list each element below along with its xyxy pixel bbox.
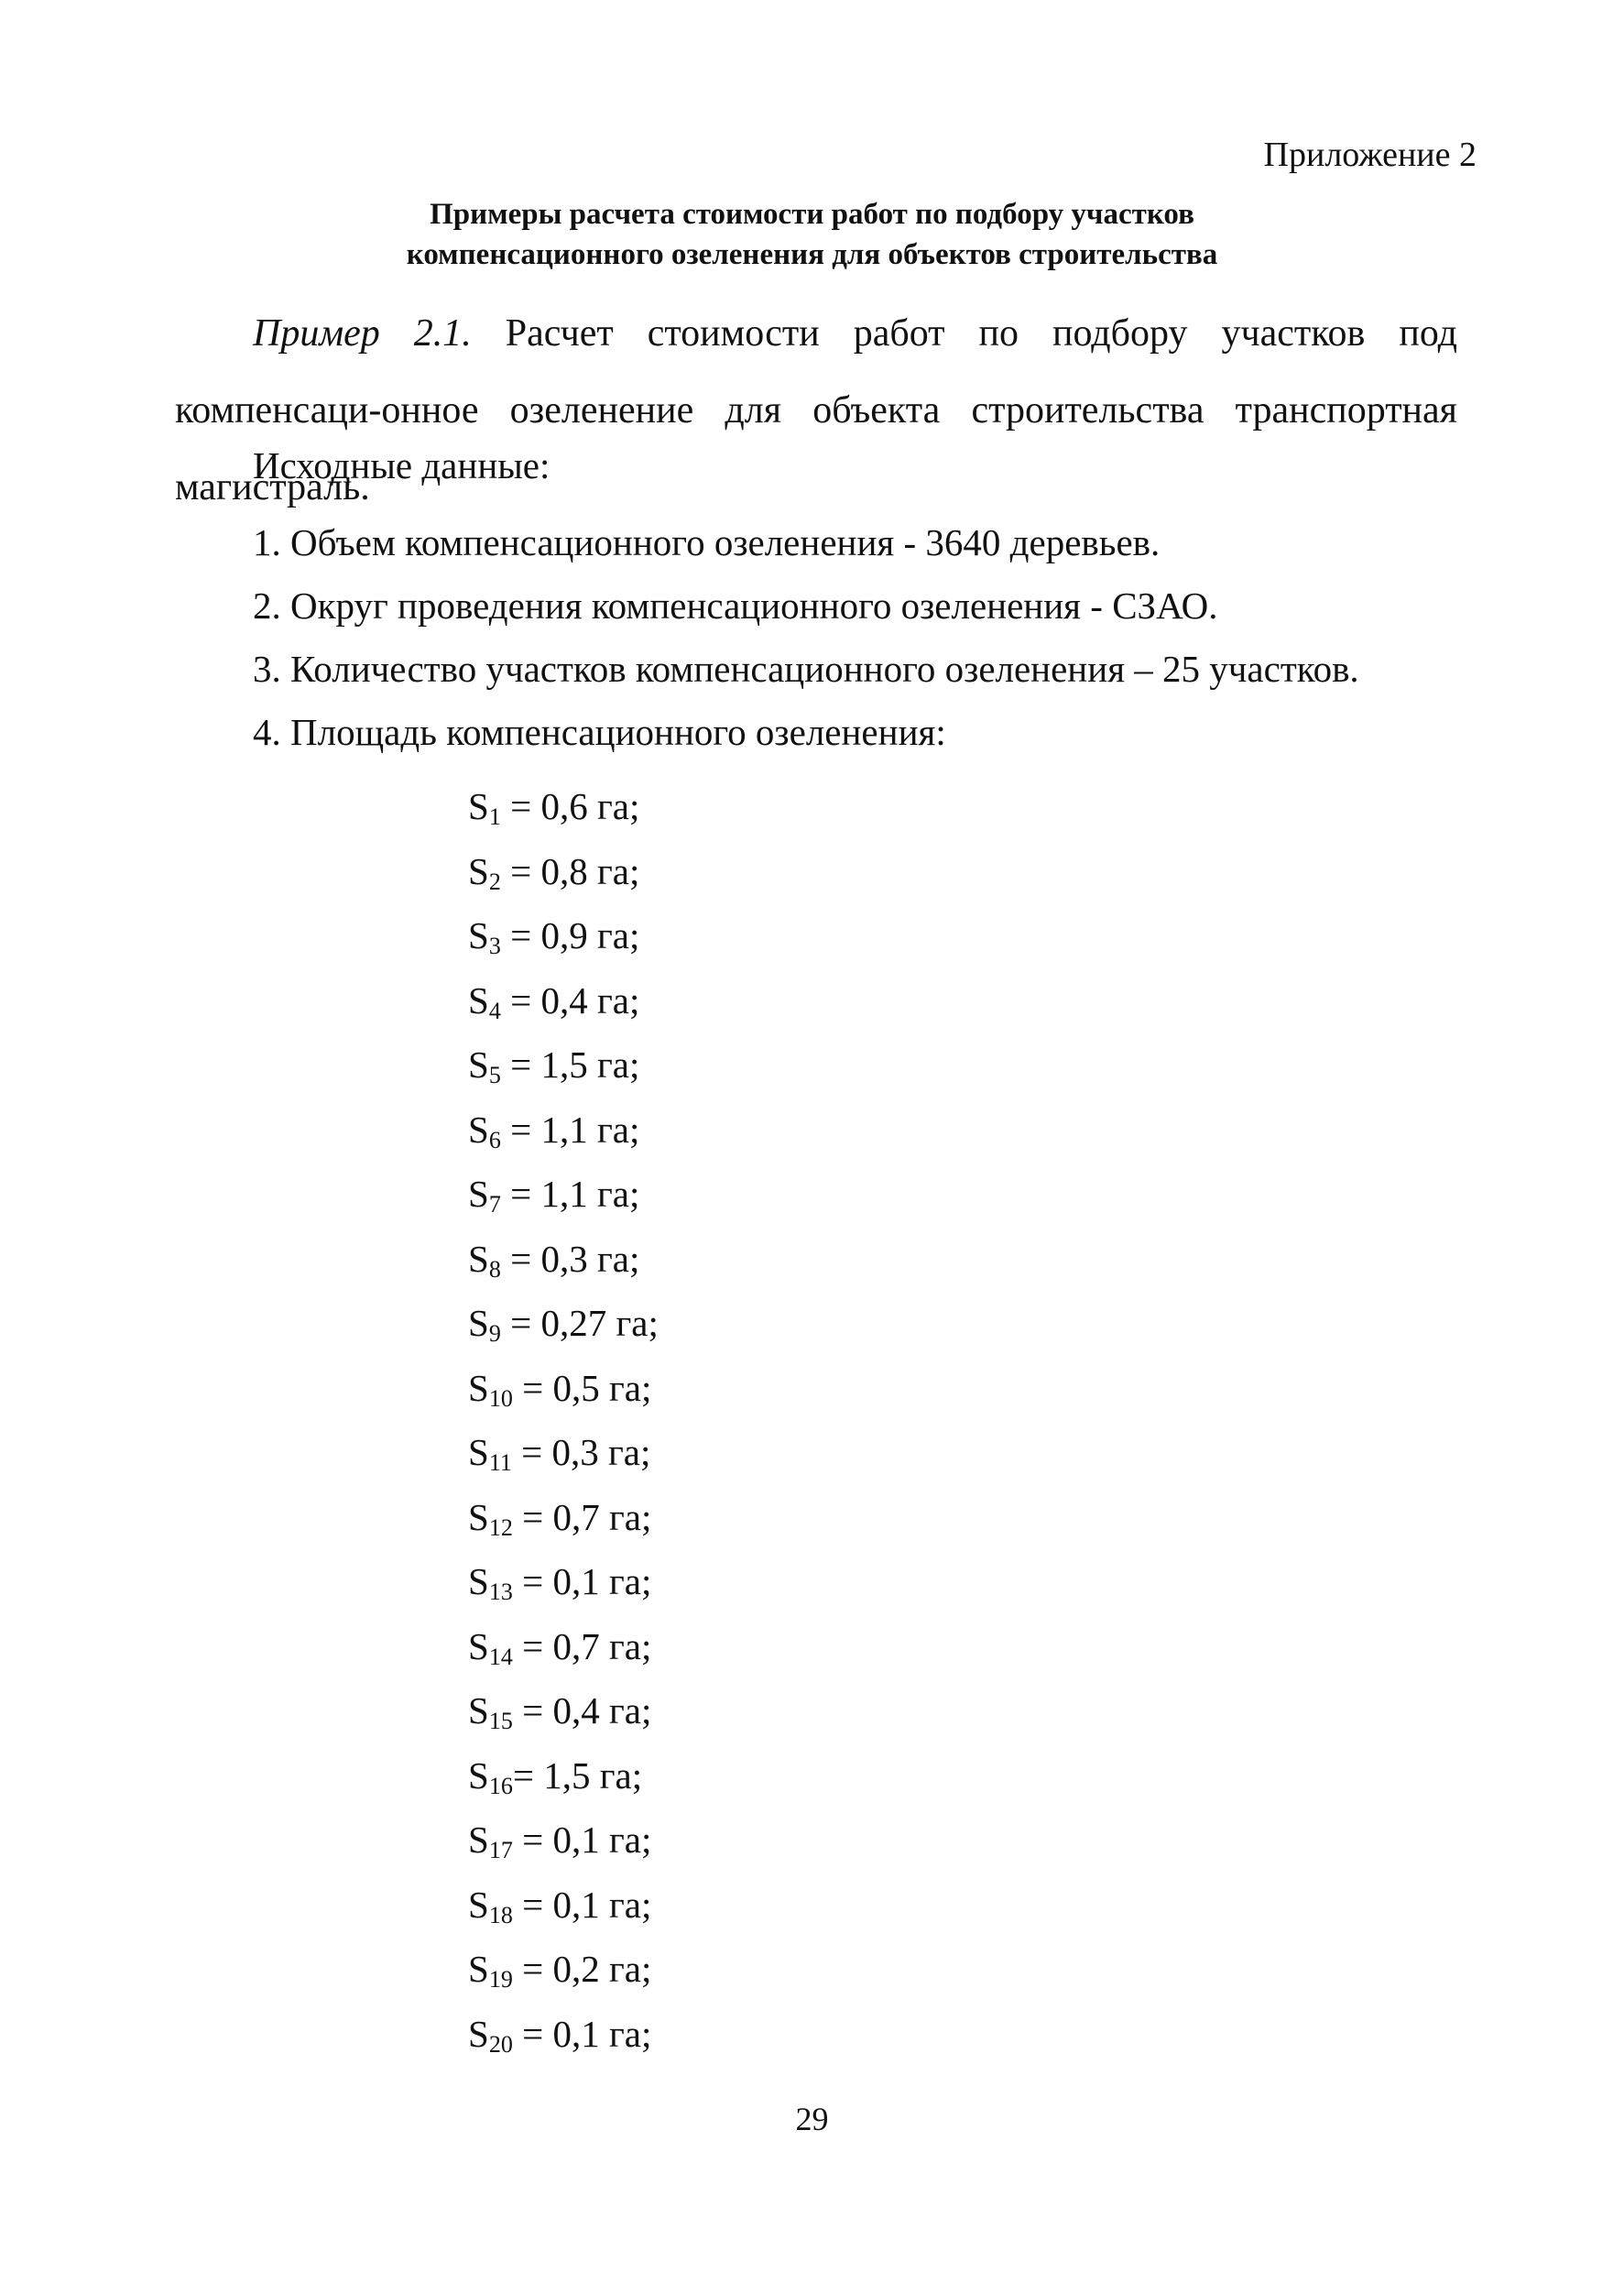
page-number: 29 (795, 2101, 829, 2137)
area-equals: = (500, 1302, 541, 1344)
area-symbol: S (468, 1883, 489, 1926)
area-value: 0,5 га; (552, 1366, 652, 1409)
title-line-2: компенсационного озеленения для объектов строительства (406, 238, 1218, 271)
area-index: 13 (488, 1578, 513, 1605)
area-value: 0,3 га; (540, 1237, 640, 1280)
area-value: 0,4 га; (540, 978, 640, 1021)
area-value: 1,1 га; (540, 1108, 640, 1151)
area-row (468, 1556, 659, 1621)
area-row (468, 1104, 659, 1169)
area-symbol: S (468, 1237, 489, 1280)
area-row (468, 1879, 659, 1944)
area-index: 8 (488, 1255, 501, 1283)
area-row (468, 1297, 659, 1362)
area-index: 11 (488, 1449, 512, 1476)
area-symbol: S (468, 1108, 489, 1151)
area-symbol: S (468, 1560, 489, 1602)
area-row (468, 1039, 659, 1104)
area-index: 5 (488, 1062, 501, 1088)
area-row (468, 1426, 659, 1491)
area-equals: = (500, 849, 541, 892)
area-symbol: S (468, 1431, 489, 1473)
area-symbol: S (468, 1689, 489, 1731)
area-symbol: S (468, 1173, 489, 1215)
area-equals: = (511, 1431, 552, 1473)
area-index: 2 (488, 868, 501, 895)
area-row (468, 1362, 659, 1427)
area-value: 0,4 га; (552, 1689, 652, 1731)
area-row (468, 1685, 659, 1750)
area-index: 15 (488, 1708, 513, 1734)
area-row (468, 1491, 659, 1557)
area-symbol: S (468, 1948, 489, 1990)
area-index: 12 (488, 1513, 513, 1541)
area-value: 0,1 га; (552, 2012, 652, 2055)
area-index: 4 (488, 997, 501, 1024)
area-symbol: S (468, 1043, 489, 1086)
input-item-area-heading: 4. Площадь компенсационного озеленения: (253, 711, 946, 753)
page-title (0, 194, 1624, 275)
area-value: 0,1 га; (552, 1560, 652, 1602)
area-index: 10 (488, 1384, 513, 1412)
area-row (468, 1750, 659, 1815)
area-symbol: S (468, 978, 489, 1021)
area-equals: = (500, 1108, 541, 1151)
area-row (468, 1168, 659, 1233)
area-equals: = (512, 1560, 553, 1602)
area-index: 18 (488, 1901, 513, 1928)
example-label: Пример 2.1. (253, 312, 472, 355)
area-equals: = (512, 1753, 544, 1797)
area-equals: = (500, 1173, 541, 1215)
area-value: 0,27 га; (540, 1302, 659, 1344)
area-value: 0,3 га; (551, 1431, 651, 1473)
area-equals: = (512, 1883, 553, 1926)
area-symbol: S (468, 2012, 489, 2055)
example-intro-paragraph (175, 295, 1457, 526)
area-row (468, 910, 659, 975)
area-equals: = (512, 1689, 553, 1731)
area-value: 0,9 га; (540, 914, 640, 956)
area-row (468, 2008, 659, 2073)
area-symbol: S (468, 1753, 489, 1797)
area-symbol: S (468, 1819, 489, 1861)
area-value: 0,6 га; (540, 785, 640, 827)
area-symbol: S (468, 785, 489, 827)
area-index: 20 (488, 2030, 513, 2058)
area-symbol: S (468, 1366, 489, 1409)
area-symbol: S (468, 849, 489, 892)
area-list (468, 781, 659, 2072)
area-index: 16 (488, 1772, 513, 1799)
area-value: 0,7 га; (552, 1624, 652, 1667)
area-equals: = (500, 978, 541, 1021)
area-equals: = (500, 785, 541, 827)
area-index: 1 (488, 803, 501, 830)
area-equals: = (512, 1366, 553, 1409)
area-equals: = (512, 1948, 553, 1990)
area-value: 1,5 га; (543, 1753, 643, 1797)
area-index: 9 (488, 1320, 501, 1347)
area-index: 7 (488, 1191, 501, 1218)
area-index: 17 (488, 1837, 513, 1863)
area-equals: = (512, 1624, 553, 1667)
input-item-district: 2. Округ проведения компенсационного озеленения - СЗАО. (253, 584, 1218, 627)
title-line-1: Примеры расчета стоимости работ по подбору участков (430, 198, 1194, 231)
example-intro-text: Расчет стоимости работ по подбору участков под компенсаци-онное озеленение для объекта строительства транспортная магистраль. (175, 312, 1457, 508)
area-row (468, 975, 659, 1040)
input-data-heading: Исходные данные: (253, 444, 550, 486)
area-value: 0,8 га; (540, 849, 640, 892)
area-row (468, 1233, 659, 1298)
area-index: 14 (488, 1643, 513, 1670)
area-value: 0,1 га; (552, 1819, 652, 1861)
area-row (468, 1814, 659, 1879)
area-value: 0,2 га; (552, 1948, 652, 1990)
area-value: 0,7 га; (552, 1495, 652, 1538)
input-item-plot-count: 3. Количество участков компенсационного озеленения – 25 участков. (253, 648, 1359, 690)
area-row (468, 781, 659, 846)
area-value: 0,1 га; (552, 1883, 652, 1926)
area-equals: = (500, 914, 541, 956)
appendix-label: Приложение 2 (1263, 136, 1477, 174)
area-symbol: S (468, 1302, 489, 1344)
area-equals: = (512, 2012, 553, 2055)
area-row (468, 1621, 659, 1686)
area-index: 19 (488, 1966, 513, 1993)
area-value: 1,1 га; (540, 1173, 640, 1215)
area-row (468, 846, 659, 911)
area-equals: = (500, 1043, 541, 1086)
area-row (468, 1943, 659, 2008)
area-value: 1,5 га; (540, 1043, 640, 1086)
area-equals: = (512, 1495, 553, 1538)
area-symbol: S (468, 914, 489, 956)
area-symbol: S (468, 1495, 489, 1538)
area-index: 6 (488, 1126, 501, 1153)
area-symbol: S (468, 1624, 489, 1667)
input-item-volume: 1. Объем компенсационного озеленения - 3640 деревьев. (253, 521, 1161, 563)
area-equals: = (512, 1819, 553, 1861)
area-equals: = (500, 1237, 541, 1280)
area-index: 3 (488, 933, 501, 959)
